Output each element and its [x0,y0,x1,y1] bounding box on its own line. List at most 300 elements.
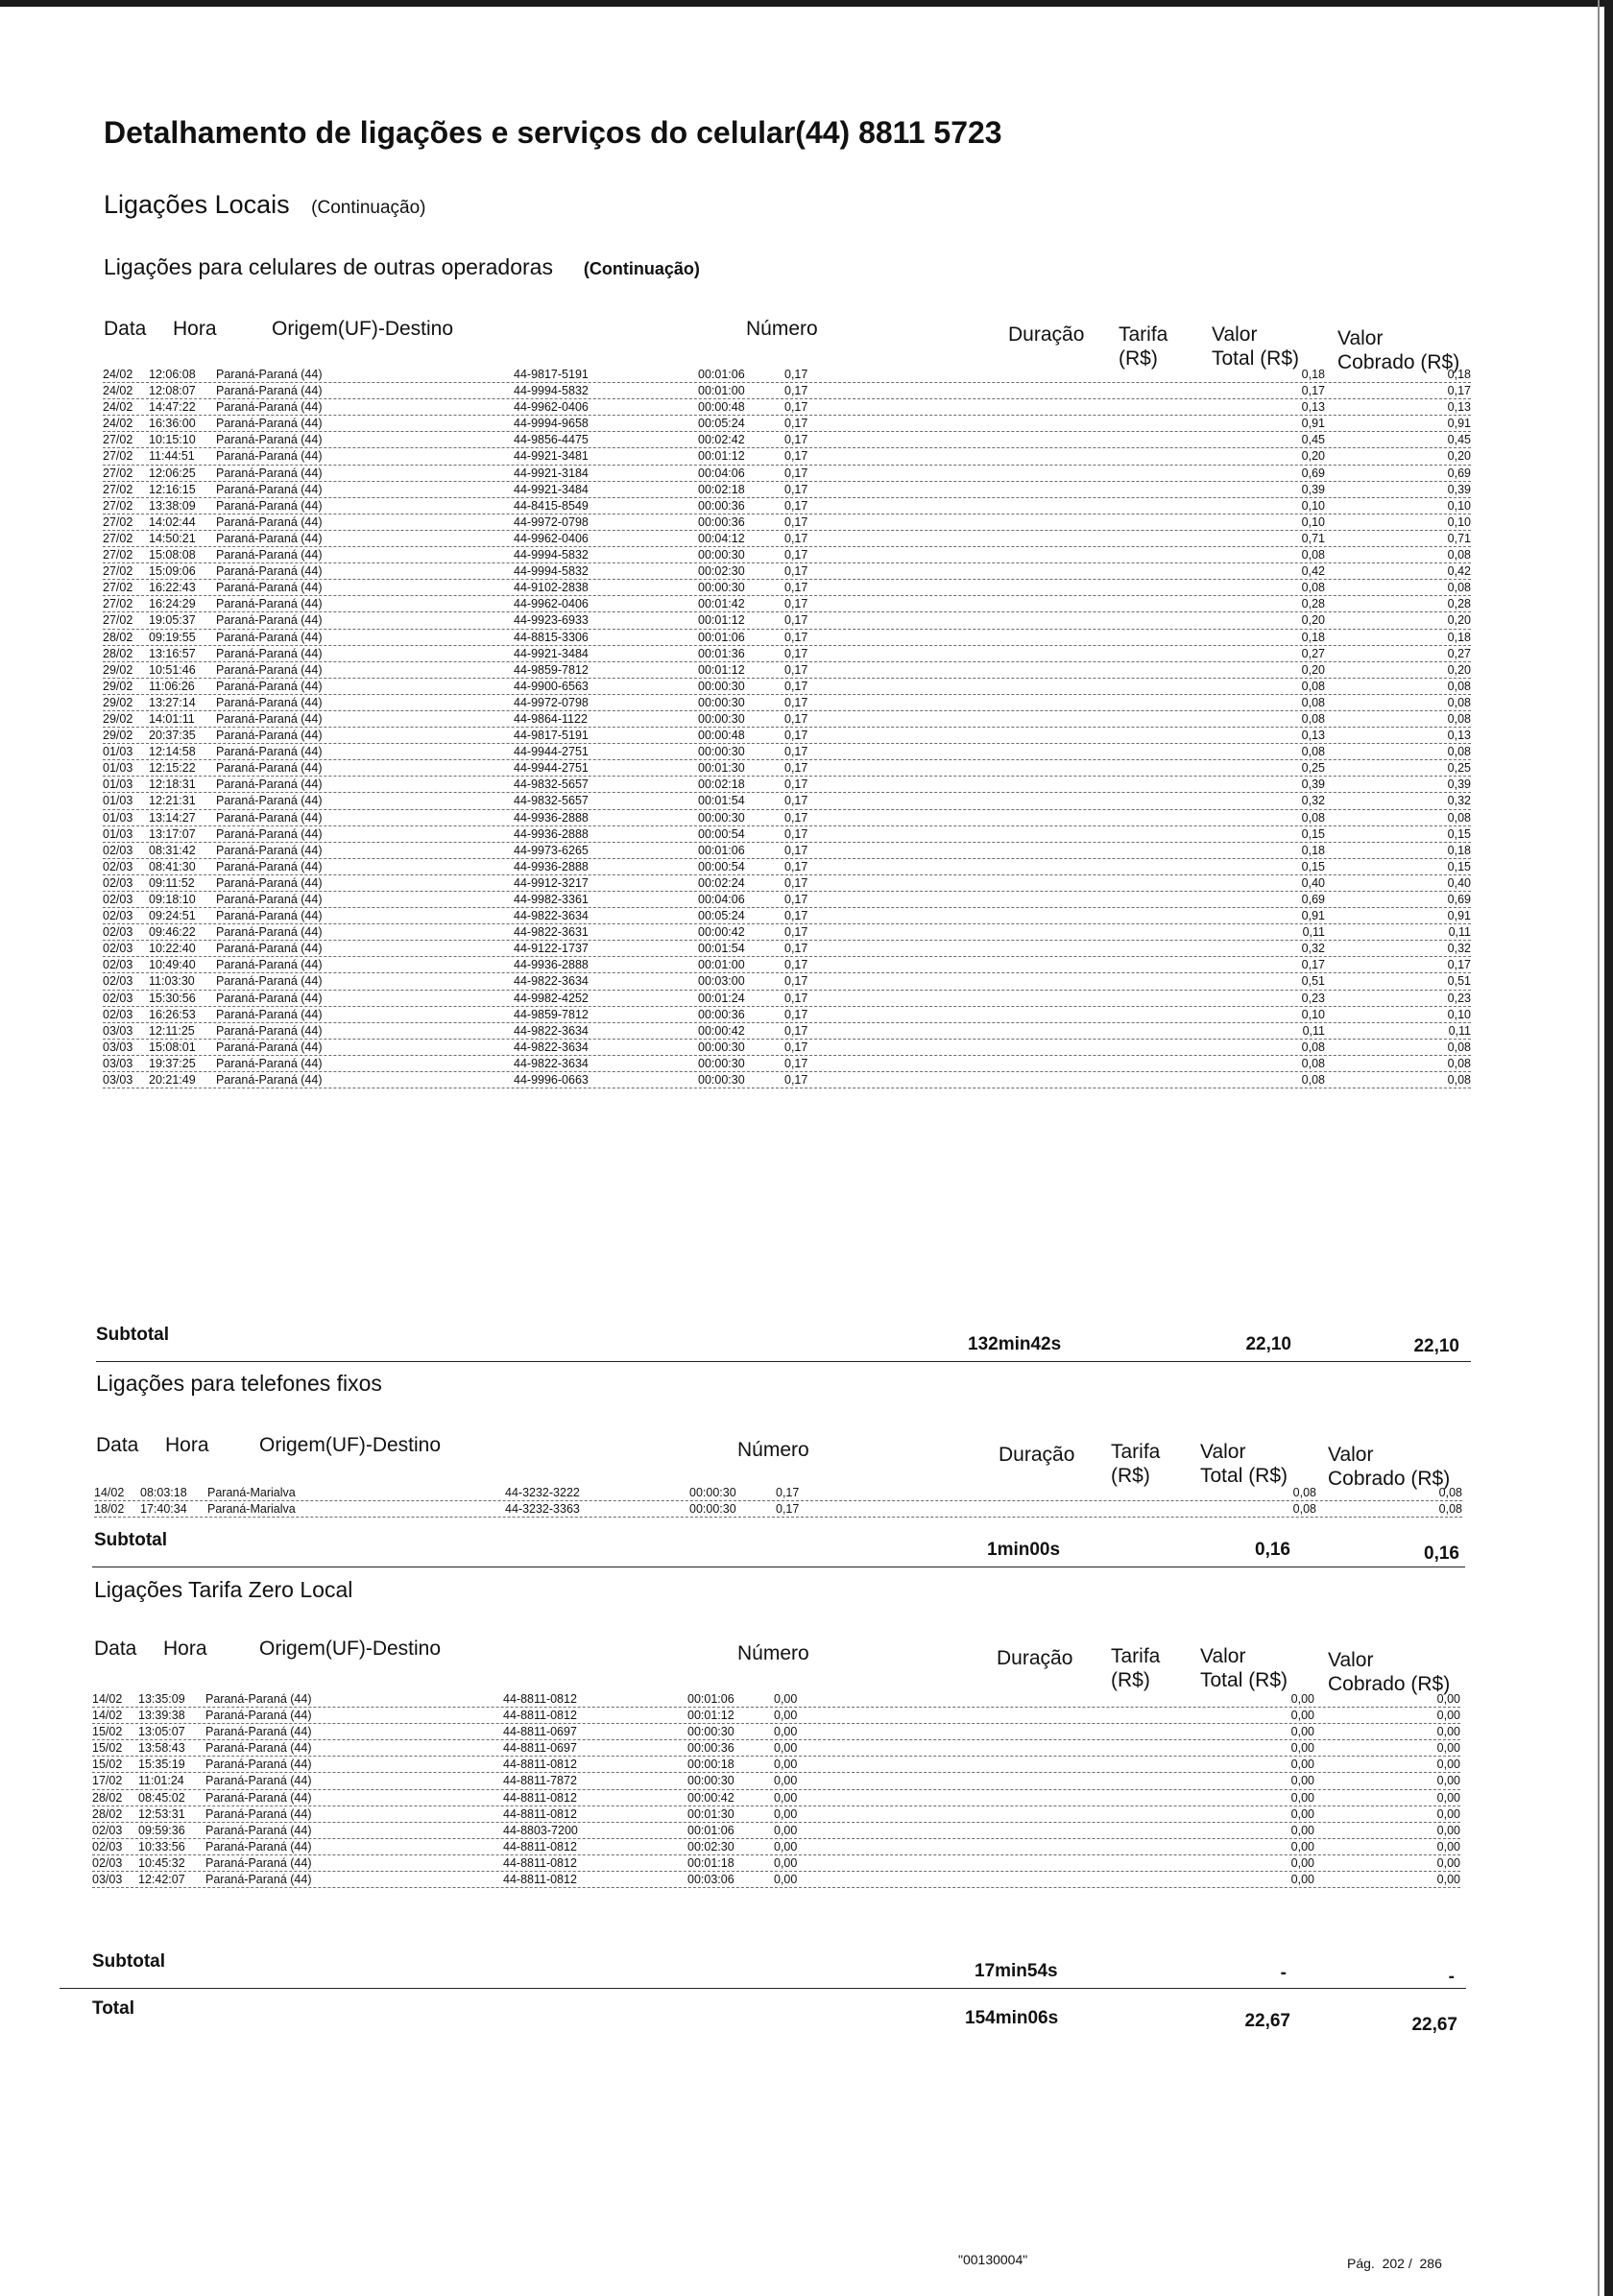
cell-valor-total: 0,71 [1301,531,1325,545]
col-numero: Número [746,318,818,340]
cell-numero: 44-9822-3634 [514,974,589,989]
cell-origem: Paraná-Marialva [207,1486,296,1499]
cell-numero: 44-9856-4475 [514,433,589,447]
cell-valor-cobrado: 0,11 [1448,925,1471,940]
cell-numero: 44-9921-3481 [514,449,589,464]
col-duracao: Duração [997,1647,1073,1669]
cell-origem: Paraná-Paraná (44) [216,679,323,693]
cell-origem: Paraná-Paraná (44) [216,1023,323,1038]
cell-data: 27/02 [103,581,133,595]
cell-data: 27/02 [103,498,133,513]
scan-edge-right [1604,0,1613,2296]
cell-origem: Paraná-Paraná (44) [216,777,323,792]
table-row [103,630,1471,646]
cell-duracao: 00:00:36 [698,1007,745,1021]
table-row [103,367,1471,383]
cell-duracao: 00:02:18 [698,482,745,496]
cell-hora: 13:16:57 [149,646,196,660]
cell-tarifa: 0,17 [784,826,808,841]
cell-duracao: 00:01:12 [698,662,745,677]
cell-valor-cobrado: 0,08 [1447,695,1471,709]
cell-tarifa: 0,17 [784,564,808,579]
cell-tarifa: 0,17 [784,384,808,398]
cell-valor-total: 0,08 [1301,810,1325,825]
cell-valor-total: 0,25 [1301,761,1325,776]
table-row [103,941,1471,957]
cell-valor-cobrado: 0,08 [1447,1056,1471,1070]
cell-data: 01/03 [103,745,133,759]
cell-duracao: 00:00:42 [687,1790,734,1805]
cell-data: 01/03 [103,826,133,841]
cell-origem: Paraná-Paraná (44) [205,1855,312,1870]
cell-data: 02/03 [92,1839,123,1854]
cell-valor-total: 0,40 [1301,875,1325,890]
cell-valor-cobrado: 0,91 [1447,417,1471,431]
cell-valor-cobrado: 0,32 [1447,794,1471,808]
cell-tarifa: 0,17 [784,925,808,940]
cell-origem: Paraná-Paraná (44) [216,597,323,611]
table-row [92,1708,1460,1724]
cell-tarifa: 0,17 [784,1007,808,1021]
cell-numero: 44-9994-5832 [514,384,589,398]
cell-data: 03/03 [92,1873,123,1887]
cell-numero: 44-9921-3484 [514,482,589,496]
cell-data: 01/03 [103,794,133,808]
col-tarifa: Tarifa (R$) [1111,1441,1161,1487]
cell-valor-total: 0,08 [1292,1502,1316,1517]
cell-origem: Paraná-Paraná (44) [216,826,323,841]
cell-origem: Paraná-Paraná (44) [205,1839,312,1854]
cell-duracao: 00:01:12 [698,449,745,464]
cell-origem: Paraná-Paraná (44) [216,909,323,923]
cell-numero: 44-9921-3484 [514,646,589,660]
cell-valor-total: 0,17 [1301,958,1325,972]
cell-data: 02/03 [103,859,133,873]
col-data: Data [104,318,147,340]
table-row [103,662,1471,679]
cell-duracao: 00:00:54 [698,859,745,873]
cell-origem: Paraná-Paraná (44) [216,433,323,447]
table-row [103,466,1471,482]
cell-data: 02/03 [92,1855,123,1870]
col-origem: Origem(UF)-Destino [272,318,454,340]
cell-valor-cobrado: 0,15 [1447,826,1471,841]
cell-hora: 12:14:58 [149,745,196,759]
cell-tarifa: 0,00 [774,1873,798,1887]
cell-tarifa: 0,17 [784,482,808,496]
cell-data: 27/02 [103,597,133,611]
cell-tarifa: 0,00 [774,1725,798,1739]
cell-valor-cobrado: 0,23 [1447,991,1471,1005]
table-row [103,810,1471,826]
table-row [103,695,1471,711]
cell-data: 29/02 [103,695,133,709]
cell-origem: Paraná-Paraná (44) [205,1692,312,1706]
cell-origem: Paraná-Paraná (44) [216,745,323,759]
cell-origem: Paraná-Paraná (44) [216,695,323,709]
cell-duracao: 00:00:36 [698,498,745,513]
table-row [92,1724,1460,1740]
cell-data: 01/03 [103,810,133,825]
cell-numero: 44-8811-0697 [503,1741,577,1756]
cell-tarifa: 0,17 [784,777,808,792]
cell-data: 02/03 [103,942,133,956]
table-row [103,924,1471,941]
cell-valor-total: 0,00 [1290,1823,1314,1837]
cell-numero: 44-9822-3634 [514,909,589,923]
cell-origem: Paraná-Paraná (44) [216,1040,323,1054]
group-title-celulares [104,254,700,280]
cell-valor-cobrado: 0,08 [1447,711,1471,726]
cell-duracao: 00:01:54 [698,794,745,808]
cell-data: 02/03 [103,909,133,923]
cell-data: 24/02 [103,368,133,381]
table-row [103,826,1471,843]
cell-data: 14/02 [94,1486,125,1499]
table-row [103,383,1471,399]
cell-tarifa: 0,17 [784,909,808,923]
document-code: "00130004" [958,2252,1028,2267]
cell-valor-cobrado: 0,08 [1447,581,1471,595]
table-row [92,1740,1460,1757]
cell-numero: 44-9822-3631 [514,925,589,940]
table-row [103,482,1471,498]
table-row [103,908,1471,924]
cell-data: 01/03 [103,761,133,776]
cell-valor-cobrado: 0,00 [1436,1709,1460,1723]
cell-origem: Paraná-Marialva [207,1502,296,1517]
cell-valor-cobrado: 0,28 [1447,597,1471,611]
cell-origem: Paraná-Paraná (44) [216,548,323,562]
cell-tarifa: 0,00 [774,1709,798,1723]
cell-data: 02/03 [92,1823,123,1837]
cell-valor-total: 0,00 [1290,1692,1314,1706]
cell-valor-total: 0,18 [1301,630,1325,644]
cell-hora: 15:08:01 [149,1040,196,1054]
cell-valor-total: 0,91 [1301,417,1325,431]
col-data: Data [96,1434,139,1456]
cell-data: 02/03 [103,875,133,890]
cell-numero: 44-9912-3217 [514,875,589,890]
cell-valor-total: 0,15 [1301,859,1325,873]
table-row [103,531,1471,547]
col-origem: Origem(UF)-Destino [259,1638,442,1660]
cell-tarifa: 0,00 [774,1855,798,1870]
cell-valor-total: 0,08 [1301,1056,1325,1070]
col-hora: Hora [165,1434,209,1456]
cell-valor-cobrado: 0,25 [1447,761,1471,776]
cell-valor-total: 0,00 [1290,1855,1314,1870]
table-row [103,432,1471,448]
cell-tarifa: 0,17 [776,1502,800,1517]
cell-data: 27/02 [103,531,133,545]
cell-valor-cobrado: 0,00 [1436,1692,1460,1706]
cell-data: 24/02 [103,400,133,415]
cell-data: 27/02 [103,564,133,579]
cell-tarifa: 0,17 [784,761,808,776]
cell-duracao: 00:00:48 [698,400,745,415]
cell-valor-total: 0,11 [1302,925,1325,940]
table-row [92,1757,1460,1773]
cell-hora: 16:24:29 [149,597,196,611]
cell-origem: Paraná-Paraná (44) [216,531,323,545]
cell-data: 18/02 [94,1502,125,1517]
cell-valor-total: 0,10 [1301,498,1325,513]
cell-duracao: 00:04:06 [698,466,745,480]
cell-origem: Paraná-Paraná (44) [216,974,323,989]
cell-numero: 44-8811-0812 [503,1839,577,1854]
cell-numero: 44-8815-3306 [514,630,589,644]
cell-valor-total: 0,69 [1301,893,1325,906]
cell-numero: 44-9832-5657 [514,777,589,792]
cell-valor-cobrado: 0,27 [1447,646,1471,660]
cell-origem: Paraná-Paraná (44) [205,1709,312,1723]
cell-tarifa: 0,17 [784,679,808,693]
cell-hora: 13:58:43 [138,1741,185,1756]
cell-origem: Paraná-Paraná (44) [216,942,323,956]
cell-valor-cobrado: 0,40 [1447,875,1471,890]
cell-tarifa: 0,17 [784,400,808,415]
cell-data: 28/02 [92,1790,123,1805]
cell-numero: 44-8811-0812 [503,1758,577,1772]
cell-data: 03/03 [103,1040,133,1054]
cell-hora: 10:49:40 [149,958,196,972]
cell-valor-total: 0,00 [1290,1774,1314,1788]
section-label: Ligações Locais [104,190,290,219]
col-valor-total: Valor Total (R$) [1200,1645,1288,1691]
table-row [92,1691,1460,1708]
cell-origem: Paraná-Paraná (44) [216,449,323,464]
cell-origem: Paraná-Paraná (44) [216,1073,323,1088]
cell-origem: Paraná-Paraná (44) [216,417,323,431]
cell-duracao: 00:01:06 [687,1823,734,1837]
cell-valor-total: 0,00 [1290,1725,1314,1739]
col-tarifa: Tarifa (R$) [1111,1645,1161,1691]
subtotal-valor-total: 22,10 [1245,1334,1291,1354]
cell-valor-cobrado: 0,15 [1447,859,1471,873]
cell-hora: 12:18:31 [149,777,196,792]
cell-duracao: 00:01:30 [687,1806,734,1821]
subtotal-valor-cobrado: 22,10 [1413,1336,1459,1356]
cell-duracao: 00:00:30 [698,581,745,595]
cell-hora: 19:37:25 [149,1056,196,1070]
cell-valor-cobrado: 0,11 [1448,1023,1471,1038]
cell-duracao: 00:00:42 [698,1023,745,1038]
cell-duracao: 00:00:18 [687,1758,734,1772]
cell-valor-cobrado: 0,42 [1447,564,1471,579]
cell-duracao: 00:01:00 [698,384,745,398]
cell-numero: 44-9832-5657 [514,794,589,808]
cell-valor-cobrado: 0,18 [1447,630,1471,644]
cell-numero: 44-9822-3634 [514,1023,589,1038]
cell-origem: Paraná-Paraná (44) [205,1873,312,1887]
subtotal-duracao: 132min42s [968,1334,1062,1354]
cell-valor-total: 0,08 [1292,1486,1316,1499]
cell-numero: 44-9962-0406 [514,400,589,415]
cell-hora: 12:42:07 [138,1873,185,1887]
cell-numero: 44-9122-1737 [514,942,589,956]
divider [96,1361,1471,1362]
cell-tarifa: 0,17 [784,794,808,808]
call-table-tarifa-zero [92,1691,1460,1888]
table-row [103,957,1471,973]
cell-duracao: 00:00:54 [698,826,745,841]
cell-tarifa: 0,00 [774,1741,798,1756]
cell-valor-cobrado: 0,20 [1447,449,1471,464]
table-row [94,1485,1462,1501]
cell-numero: 44-9102-2838 [514,581,589,595]
cell-duracao: 00:00:42 [698,925,745,940]
col-valor-cobrado: Valor Cobrado (R$) [1328,1444,1451,1490]
cell-tarifa: 0,17 [784,974,808,989]
cell-tarifa: 0,00 [774,1790,798,1805]
cell-hora: 08:41:30 [149,859,196,873]
col-numero: Número [737,1642,809,1664]
table-row [92,1790,1460,1806]
cell-valor-cobrado: 0,00 [1436,1806,1460,1821]
cell-tarifa: 0,17 [784,810,808,825]
table-row [103,760,1471,777]
cell-hora: 12:53:31 [138,1806,185,1821]
total-label: Total [92,1998,134,2019]
table-row [92,1839,1460,1855]
cell-numero: 44-9994-9658 [514,417,589,431]
cell-hora: 15:30:56 [149,991,196,1005]
cell-hora: 13:38:09 [149,498,196,513]
cell-numero: 44-9936-2888 [514,958,589,972]
cell-valor-cobrado: 0,20 [1447,613,1471,628]
cell-valor-cobrado: 0,00 [1436,1741,1460,1756]
cell-hora: 11:03:30 [149,974,195,989]
cell-origem: Paraná-Paraná (44) [216,875,323,890]
table-row [103,1056,1471,1072]
table-row [94,1501,1462,1518]
cell-valor-cobrado: 0,17 [1447,958,1471,972]
cell-valor-total: 0,13 [1301,729,1325,743]
cell-duracao: 00:01:12 [698,613,745,628]
cell-data: 27/02 [103,514,133,529]
cell-valor-cobrado: 0,13 [1447,400,1471,415]
cell-valor-cobrado: 0,18 [1447,368,1471,381]
divider-total [60,1988,1466,1989]
cell-hora: 13:05:07 [138,1725,185,1739]
cell-valor-total: 0,18 [1301,843,1325,857]
col-valor-total: Valor Total (R$) [1212,323,1300,370]
cell-duracao: 00:00:30 [698,810,745,825]
cell-hora: 13:17:07 [149,826,196,841]
cell-numero: 44-8811-0812 [503,1855,577,1870]
cell-numero: 44-9982-4252 [514,991,589,1005]
total-valor-total: 22,67 [1244,2011,1290,2031]
cell-origem: Paraná-Paraná (44) [216,843,323,857]
cell-duracao: 00:01:06 [698,368,745,381]
scan-edge-top [0,0,1613,7]
cell-origem: Paraná-Paraná (44) [216,368,323,381]
cell-hora: 14:01:11 [149,711,195,726]
cell-valor-cobrado: 0,10 [1447,514,1471,529]
cell-numero: 44-8811-0812 [503,1692,577,1706]
cell-tarifa: 0,17 [784,630,808,644]
cell-duracao: 00:02:24 [698,875,745,890]
col-duracao: Duração [1008,323,1085,346]
cell-valor-total: 0,08 [1301,1073,1325,1088]
col-data: Data [94,1638,137,1660]
cell-valor-cobrado: 0,08 [1447,1073,1471,1088]
cell-valor-cobrado: 0,08 [1438,1486,1462,1499]
cell-valor-total: 0,91 [1301,909,1325,923]
cell-origem: Paraná-Paraná (44) [216,794,323,808]
cell-valor-cobrado: 0,71 [1447,531,1471,545]
cell-tarifa: 0,17 [776,1486,800,1499]
subtotal-duracao: 1min00s [987,1540,1061,1560]
cell-duracao: 00:00:30 [698,1040,745,1054]
cell-data: 03/03 [103,1056,133,1070]
cell-hora: 14:47:22 [149,400,196,415]
cell-duracao: 00:00:30 [698,548,745,562]
cell-origem: Paraná-Paraná (44) [216,958,323,972]
cell-duracao: 00:00:30 [687,1774,734,1788]
cell-tarifa: 0,17 [784,1040,808,1054]
cell-numero: 44-9944-2751 [514,745,589,759]
cell-origem: Paraná-Paraná (44) [216,466,323,480]
cell-origem: Paraná-Paraná (44) [216,498,323,513]
cell-tarifa: 0,00 [774,1758,798,1772]
cell-numero: 44-9972-0798 [514,695,589,709]
cell-valor-cobrado: 0,08 [1447,679,1471,693]
cell-origem: Paraná-Paraná (44) [216,893,323,906]
col-hora: Hora [173,318,217,340]
cell-origem: Paraná-Paraná (44) [216,925,323,940]
cell-numero: 44-9921-3184 [514,466,589,480]
cell-numero: 44-8415-8549 [514,498,589,513]
cell-duracao: 00:03:00 [698,974,745,989]
cell-origem: Paraná-Paraná (44) [216,630,323,644]
cell-duracao: 00:01:54 [698,942,745,956]
cell-hora: 10:45:32 [138,1855,185,1870]
section-title [104,190,426,220]
cell-origem: Paraná-Paraná (44) [216,581,323,595]
cell-hora: 08:03:18 [140,1486,187,1499]
cell-data: 29/02 [103,679,133,693]
cell-valor-total: 0,32 [1301,942,1325,956]
cell-tarifa: 0,17 [784,729,808,743]
cell-valor-total: 0,20 [1301,449,1325,464]
cell-valor-cobrado: 0,39 [1447,482,1471,496]
cell-numero: 44-8811-0812 [503,1790,577,1805]
cell-valor-total: 0,00 [1290,1873,1314,1887]
table-row [103,416,1471,432]
cell-hora: 08:45:02 [138,1790,185,1805]
table-row [103,892,1471,908]
cell-valor-cobrado: 0,17 [1447,384,1471,398]
cell-valor-cobrado: 0,00 [1436,1758,1460,1772]
subtotal-duracao: 17min54s [975,1961,1058,1981]
cell-origem: Paraná-Paraná (44) [205,1806,312,1821]
cell-duracao: 00:05:24 [698,417,745,431]
cell-duracao: 00:01:06 [698,630,745,644]
cell-valor-cobrado: 0,51 [1447,974,1471,989]
cell-duracao: 00:00:30 [698,1073,745,1088]
cell-hora: 10:51:46 [149,662,196,677]
table-row [92,1855,1460,1872]
table-row [103,646,1471,662]
cell-origem: Paraná-Paraná (44) [216,991,323,1005]
cell-tarifa: 0,17 [784,417,808,431]
cell-hora: 15:08:08 [149,548,196,562]
cell-duracao: 00:01:24 [698,991,745,1005]
table-row [103,514,1471,531]
cell-numero: 44-9962-0406 [514,531,589,545]
